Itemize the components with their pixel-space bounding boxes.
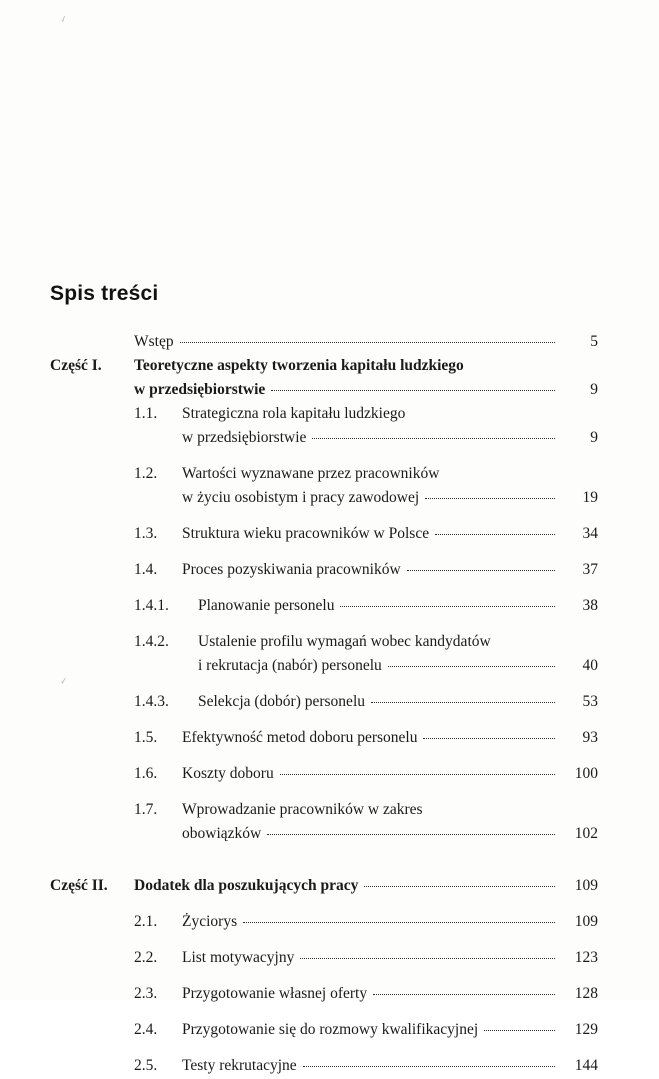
toc-entry-text: Teoretyczne aspekty tworzenia kapitału ludzkiego (134, 357, 464, 374)
toc-entry-part (50, 875, 598, 897)
leader-dots (312, 438, 555, 439)
leader-dots (267, 834, 555, 835)
leader-dots (243, 922, 555, 923)
toc-entry-number: 1.5. (134, 729, 158, 746)
toc-entry (50, 403, 598, 425)
toc-entry (50, 1055, 598, 1077)
toc-entry-page: 53 (582, 693, 598, 710)
toc-entry (50, 1019, 598, 1041)
toc-entry-page: 144 (574, 1057, 598, 1074)
toc-entry-part (50, 355, 598, 377)
leader-dots (407, 570, 555, 571)
toc-entry-number: 2.2. (134, 949, 158, 966)
leader-dots (300, 958, 555, 959)
toc-entry-page: 5 (590, 333, 598, 350)
toc-entry-page: 128 (574, 985, 598, 1002)
toc-entry (50, 727, 598, 749)
toc-entry-text: w przedsiębiorstwie (182, 429, 307, 446)
toc-entry-number: 2.4. (134, 1021, 158, 1038)
toc-entry (50, 331, 598, 353)
leader-dots (388, 666, 555, 667)
toc-entry-line2 (50, 427, 598, 449)
toc-entry-number: 2.3. (134, 985, 158, 1002)
leader-dots (435, 534, 555, 535)
toc-entry (50, 691, 598, 713)
leader-dots (340, 606, 555, 607)
leader-dots (373, 994, 555, 995)
toc-entry-page: 19 (582, 489, 598, 506)
toc-entry-text: Przygotowanie się do rozmowy kwalifikacyjnej (182, 1021, 479, 1038)
toc-entry-text: Proces pozyskiwania pracowników (182, 561, 401, 578)
leader-dots (364, 886, 555, 887)
toc-entry-page: 38 (582, 597, 598, 614)
toc-entry (50, 595, 598, 617)
toc-entry-text: Wstęp (134, 333, 174, 350)
toc-entry (50, 947, 598, 969)
toc-entry-text: Planowanie personelu (198, 597, 335, 614)
leader-dots (180, 342, 555, 343)
toc-entry-page: 9 (590, 381, 598, 398)
toc-entry-page: 109 (574, 913, 598, 930)
leader-dots (425, 498, 555, 499)
toc-entry (50, 983, 598, 1005)
toc-entry-text: Dodatek dla poszukujących pracy (134, 877, 359, 894)
toc-entry (50, 523, 598, 545)
toc-entry-text: Testy rekrutacyjne (182, 1057, 297, 1074)
toc-entry-page: 109 (574, 877, 598, 894)
toc-entry-number: 1.7. (134, 801, 158, 818)
toc-entry-page: 123 (574, 949, 598, 966)
part-label: Część I. (50, 357, 102, 374)
toc-entry-text: Wprowadzanie pracowników w zakres (182, 801, 423, 818)
toc-entry-number: 1.4.1. (134, 597, 169, 614)
toc-entry (50, 559, 598, 581)
scan-artifact-icon: ✓ (59, 675, 69, 687)
toc-entry-text: Selekcja (dobór) personelu (198, 693, 365, 710)
toc-entry (50, 763, 598, 785)
toc-entry-page: 102 (574, 825, 598, 842)
toc-entry-page: 100 (574, 765, 598, 782)
toc-entry-page: 34 (582, 525, 598, 542)
toc-entry-line2 (50, 655, 598, 677)
toc-entry-page: 37 (582, 561, 598, 578)
toc-entry-page: 93 (582, 729, 598, 746)
toc-entry-number: 2.5. (134, 1057, 158, 1074)
toc-entry-number: 1.1. (134, 405, 158, 422)
toc-entry-number: 1.2. (134, 465, 158, 482)
toc-entry-text: obowiązków (182, 825, 262, 842)
leader-dots (484, 1030, 555, 1031)
toc-entry-text: i rekrutacja (nabór) personelu (198, 657, 382, 674)
leader-dots (271, 390, 555, 391)
toc-entry-page: 9 (590, 429, 598, 446)
part-label: Część II. (50, 877, 108, 894)
toc-entry-number: 1.4.2. (134, 633, 169, 650)
toc-entry-text: Strategiczna rola kapitału ludzkiego (182, 405, 406, 422)
toc-entry-number: 2.1. (134, 913, 158, 930)
leader-dots (423, 738, 555, 739)
leader-dots (371, 702, 555, 703)
toc-entry-text: Efektywność metod doboru personelu (182, 729, 418, 746)
toc-entry-text: w przedsiębiorstwie (134, 381, 266, 398)
toc-entry-number: 1.3. (134, 525, 158, 542)
leader-dots (280, 774, 555, 775)
toc-entry-text: Wartości wyznawane przez pracowników (182, 465, 440, 482)
toc-entry-line2 (50, 487, 598, 509)
toc-entry (50, 631, 598, 653)
toc-entry (50, 463, 598, 485)
toc-entry-text: Ustalenie profilu wymagań wobec kandydatów (198, 633, 491, 650)
toc-entry-part-line2 (50, 379, 598, 401)
table-of-contents (50, 331, 598, 1079)
toc-entry-page: 40 (582, 657, 598, 674)
toc-entry-text: Struktura wieku pracowników w Polsce (182, 525, 430, 542)
toc-entry-text: Koszty doboru (182, 765, 274, 782)
page-title: Spis treści (50, 282, 159, 305)
toc-entry-text: Życiorys (182, 913, 238, 930)
toc-entry-line2 (50, 823, 598, 845)
toc-entry-text: List motywacyjny (182, 949, 295, 966)
toc-entry-number: 1.4.3. (134, 693, 169, 710)
scan-artifact-icon: ✓ (58, 13, 69, 25)
toc-entry-text: Przygotowanie własnej oferty (182, 985, 368, 1002)
toc-entry (50, 911, 598, 933)
toc-entry-number: 1.6. (134, 765, 158, 782)
toc-entry-text: w życiu osobistym i pracy zawodowej (182, 489, 420, 506)
toc-entry-number: 1.4. (134, 561, 158, 578)
toc-entry-page: 129 (574, 1021, 598, 1038)
leader-dots (303, 1066, 555, 1067)
toc-entry (50, 799, 598, 821)
